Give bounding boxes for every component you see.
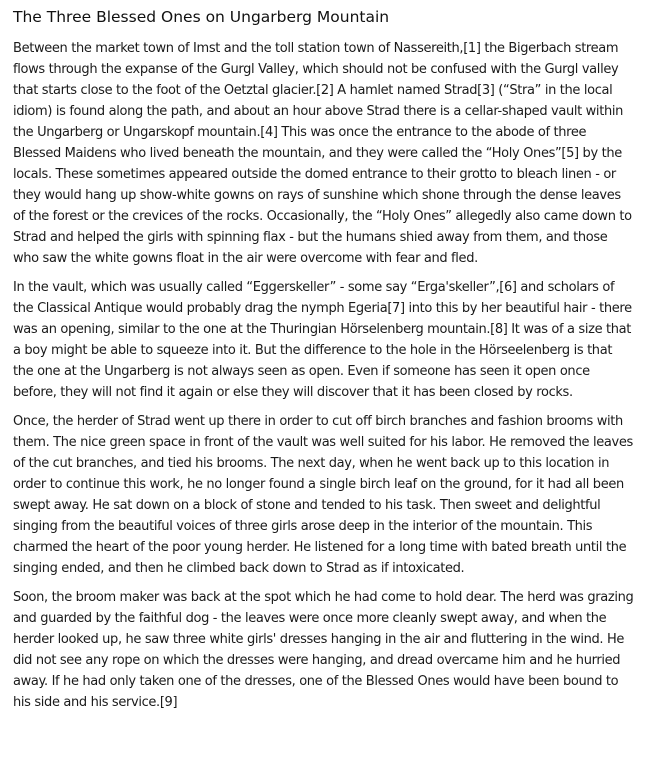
paragraph-2: In the vault, which was usually called “Eggerskeller” - some say “Erga'skeller”,[6] and scholars of the Classical Antique would probably drag the nymph Egeria[7] into this by her beautiful hair - there was an opening, similar to the one at the Thuringian Hörselenberg mountain.[8] It was of a size that a boy might be able to squeeze into it. But the difference to the hole in the Hörseelenberg is that the one at the Ungarberg is not always seen as open. Even if someone has seen it open once before, they will not find it again or else they will discover that it has been closed by rocks.: [13, 280, 632, 400]
page-title: The Three Blessed Ones on Ungarberg Mountain: [13, 8, 390, 26]
paragraph-3: Once, the herder of Strad went up there in order to cut off birch branches and fashion brooms with them. The nice green space in front of the vault was well suited for his labor. He removed the leaves of the cut branches, and tied his brooms. The next day, when he went back up to this location in order to continue this work, he no longer found a single birch leaf on the ground, for it had all been swept away. He sat down on a block of stone and tended to his task. Then sweet and delightful singing from the beautiful voices of three girls arose deep in the interior of the mountain. This charmed the heart of the poor young herder. He listened for a long time with bated breath until the singing ended, and then he climbed back down to Strad as if intoxicated.: [13, 414, 633, 576]
paragraph-1: Between the market town of Imst and the toll station town of Nassereith,[1] the Bigerbach stream flows through the expanse of the Gurgl Valley, which should not be confused with the Gurgl valley that starts close to the foot of the Oetztal glacier.[2] A hamlet named Strad[3] (“Stra” in the local idiom) is found along the path, and about an hour above Strad there is a cellar-shaped vault within the Ungarberg or Ungarskopf mountain.[4] This was once the entrance to the abode of three Blessed Maidens who lived beneath the mountain, and they were called the “Holy Ones”[5] by the locals. These sometimes appeared outside the domed entrance to their grotto to bleach linen - or they would hang up show-white gowns on rays of sunshine which shone through the dense leaves of the forest or the crevices of the rocks. Occasionally, the “Holy Ones” allegedly also came down to Strad and helped the girls with spinning flax - but the humans shied away from them, and those who saw the white gowns float in the air were overcome with fear and fled.: [13, 41, 632, 266]
paragraph-4: Soon, the broom maker was back at the spot which he had come to hold dear. The herd was grazing and guarded by the faithful dog - the leaves were once more cleanly swept away, and when the herder looked up, he saw three white girls' dresses hanging in the air and fluttering in the wind. He did not see any rope on which the dresses were hanging, and dread overcame him and he hurried away. If he had only taken one of the dresses, one of the Blessed Ones would have been bound to his side and his service.[9]: [13, 590, 634, 710]
